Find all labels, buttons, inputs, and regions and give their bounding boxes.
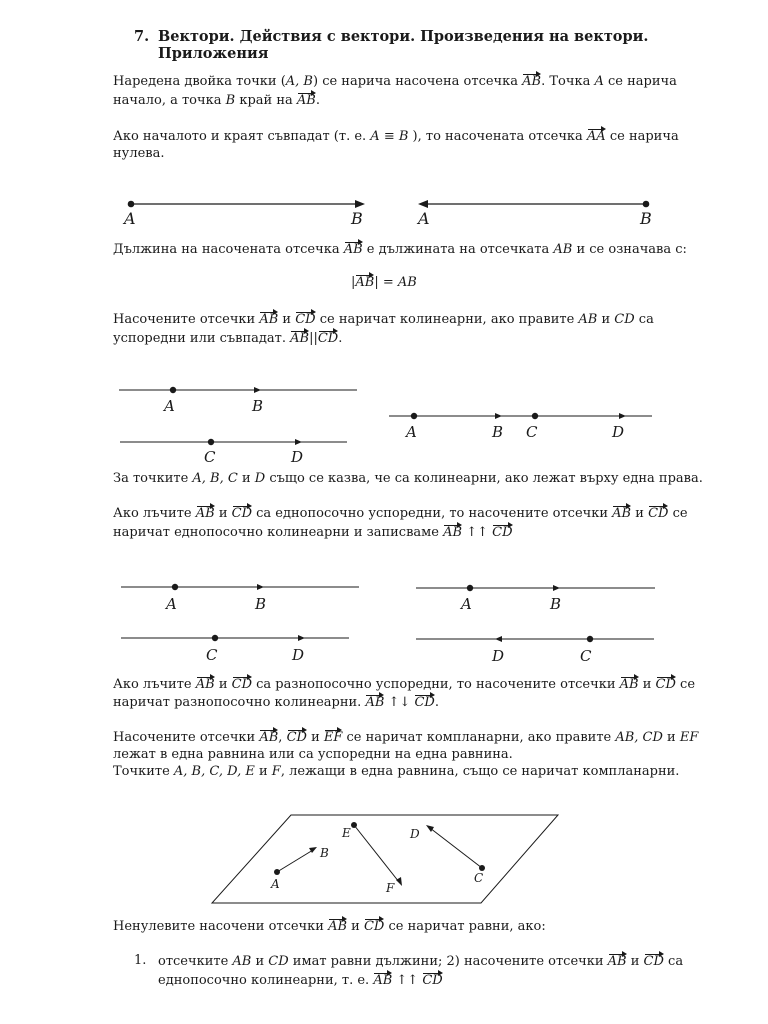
text: начало, а точка <box>113 93 226 108</box>
vector: AB <box>619 677 639 692</box>
label-d: D <box>291 448 304 466</box>
text: и <box>278 312 296 327</box>
text: наричат еднопосочно колинеарни и записваме <box>113 525 444 540</box>
text: се наричат компланарни, ако правите <box>342 730 616 745</box>
label-d: D <box>292 646 305 664</box>
label-a: A <box>418 209 430 228</box>
math: ↑↓ <box>384 695 415 710</box>
vector: AB <box>290 331 310 346</box>
point-e <box>351 822 357 828</box>
text: . Точка <box>541 74 595 89</box>
text: и <box>638 677 656 692</box>
arrow-head <box>426 825 434 832</box>
vector: CD <box>422 973 443 988</box>
math: | <box>351 275 356 290</box>
math: ↑↑ <box>462 525 493 540</box>
text: е дължината на отсечката <box>362 242 554 257</box>
math: A <box>594 74 604 89</box>
text: Ако началото и краят съвпадат (т. е. <box>113 129 371 144</box>
vector: AB <box>343 242 363 257</box>
vector: AB <box>607 954 627 969</box>
vector: CD <box>648 506 669 521</box>
label-a: A <box>166 595 177 613</box>
label-b: B <box>320 846 329 860</box>
text: и <box>251 954 269 969</box>
text: и <box>631 506 649 521</box>
math: A, B <box>285 74 313 89</box>
vector: CD <box>655 677 676 692</box>
vector: AB <box>355 275 375 290</box>
text: и <box>254 764 272 779</box>
math: | = AB <box>374 275 417 290</box>
paragraph-coplanar-line-2: лежат в една равнина или са успоредни на една равнина. <box>113 747 513 762</box>
text: Насочените отсечки <box>113 730 260 745</box>
vector: CD <box>363 919 385 934</box>
heading-line-1: Вектори. Действия с вектори. Произведения на вектори. <box>158 28 649 45</box>
text: и се означава с: <box>572 242 687 257</box>
arrow-head <box>396 877 402 886</box>
text: . <box>315 93 320 108</box>
label-b: B <box>252 397 264 415</box>
vector-cd <box>430 828 482 868</box>
text: и <box>347 919 364 934</box>
vector: AB <box>195 677 215 692</box>
label-a: A <box>164 397 175 415</box>
math: A ≡ B <box>370 129 409 144</box>
text: Насочените отсечки <box>113 312 260 327</box>
text: еднопосочно колинеарни, т. е. <box>158 973 374 988</box>
math: ↑↑ <box>392 973 423 988</box>
label-b: B <box>351 209 363 228</box>
text: наричат разнопосочно колинеарни. <box>113 695 366 710</box>
paragraph-zero-vector-line-2: нулева. <box>113 146 165 161</box>
text: се нарича <box>605 129 679 144</box>
vector: CD <box>643 954 664 969</box>
paragraph-equal-vectors <box>113 918 546 935</box>
text: За точките <box>113 471 193 486</box>
vector: CD <box>317 331 339 346</box>
math: AB <box>232 954 252 969</box>
vector-ef <box>354 825 399 882</box>
math: A, B, C <box>192 471 238 486</box>
label-e: E <box>342 826 351 840</box>
label-f: F <box>386 881 395 895</box>
label-a: A <box>461 595 472 613</box>
text: и <box>214 506 232 521</box>
text: . <box>434 695 439 710</box>
text: и <box>626 954 644 969</box>
text: Ако лъчите <box>113 506 196 521</box>
label-c: C <box>474 871 484 885</box>
math: D <box>254 471 266 486</box>
vector: CD <box>492 525 513 540</box>
plane <box>212 815 558 903</box>
text: ) се нарича насочена отсечка <box>313 74 523 89</box>
text: . <box>338 331 343 346</box>
text: и <box>662 730 680 745</box>
vector: AB <box>259 730 279 745</box>
vector: AB <box>612 506 632 521</box>
text: и <box>214 677 232 692</box>
text: , лежащи в една равнина, също се наричат компланарни. <box>280 764 680 779</box>
text: са разнопосочно успоредни, то насочените отсечки <box>252 677 620 692</box>
text: се <box>668 506 688 521</box>
vector: AB <box>328 919 348 934</box>
heading-line-2: Приложения <box>158 45 269 62</box>
label-a: A <box>406 423 417 441</box>
vector: CD <box>295 312 316 327</box>
text: отсечките <box>158 954 233 969</box>
vector: AB <box>259 312 279 327</box>
text: ), то насочената отсечка <box>408 129 587 144</box>
point-a <box>274 869 280 875</box>
vector: AB <box>373 973 393 988</box>
text: Ненулевите насочени отсечки <box>113 919 329 934</box>
label-c: C <box>206 646 218 664</box>
text: са <box>663 954 684 969</box>
vector: AB <box>296 93 316 108</box>
math: EF <box>679 730 699 745</box>
label-c: C <box>526 423 538 441</box>
math: F <box>271 764 281 779</box>
vector: CD <box>231 677 253 692</box>
math: A, B, C, D, E <box>173 764 255 779</box>
label-b: B <box>640 209 652 228</box>
label-d: D <box>410 827 420 841</box>
label-b: B <box>550 595 562 613</box>
text: успоредни или съвпадат. <box>113 331 291 346</box>
vector: AB <box>522 74 542 89</box>
label-b: B <box>492 423 504 441</box>
text: се наричат равни, ако: <box>384 919 546 934</box>
list-item-line-2 <box>158 972 443 989</box>
vector: AB <box>365 695 385 710</box>
text: са еднопосочно успоредни, то насочените отсечки <box>252 506 613 521</box>
vector: EF <box>323 730 343 745</box>
label-a: A <box>124 209 136 228</box>
math: AB <box>553 242 573 257</box>
math: AB <box>578 312 598 327</box>
text: също се казва, че са колинеарни, ако лежат върху една права. <box>265 471 703 486</box>
math: CD <box>268 954 289 969</box>
list-item-line-1 <box>158 953 683 970</box>
text: Ако лъчите <box>113 677 196 692</box>
math: || <box>309 331 318 346</box>
vector: CD <box>231 506 253 521</box>
text: Дължина на насочената отсечка <box>113 242 344 257</box>
math: CD <box>614 312 635 327</box>
label-d: D <box>612 423 625 441</box>
text: се наричат колинеарни, ако правите <box>315 312 579 327</box>
label-a: A <box>271 877 280 891</box>
label-d: D <box>492 647 505 665</box>
text: се нарича <box>603 74 677 89</box>
label-c: C <box>580 647 592 665</box>
text: Наредена двойка точки ( <box>113 74 286 89</box>
text: , <box>278 730 287 745</box>
text: и <box>306 730 324 745</box>
section-number: 7. <box>134 28 150 45</box>
vector: AB <box>443 525 463 540</box>
list-item-number: 1. <box>134 953 147 968</box>
vector: AB <box>195 506 215 521</box>
text: и <box>237 471 255 486</box>
math: AB, CD <box>615 730 663 745</box>
text: се <box>675 677 696 692</box>
label-b: B <box>255 595 267 613</box>
text: Точките <box>113 764 174 779</box>
vector: CD <box>286 730 307 745</box>
text: и <box>597 312 615 327</box>
vector: AA <box>586 129 606 144</box>
math: B <box>225 93 236 108</box>
text: край на <box>235 93 297 108</box>
text: имат равни дължини; 2) насочените отсечки <box>288 954 608 969</box>
vector: CD <box>414 695 435 710</box>
label-c: C <box>204 448 216 466</box>
text: са <box>634 312 654 327</box>
vector-ab <box>277 850 313 872</box>
